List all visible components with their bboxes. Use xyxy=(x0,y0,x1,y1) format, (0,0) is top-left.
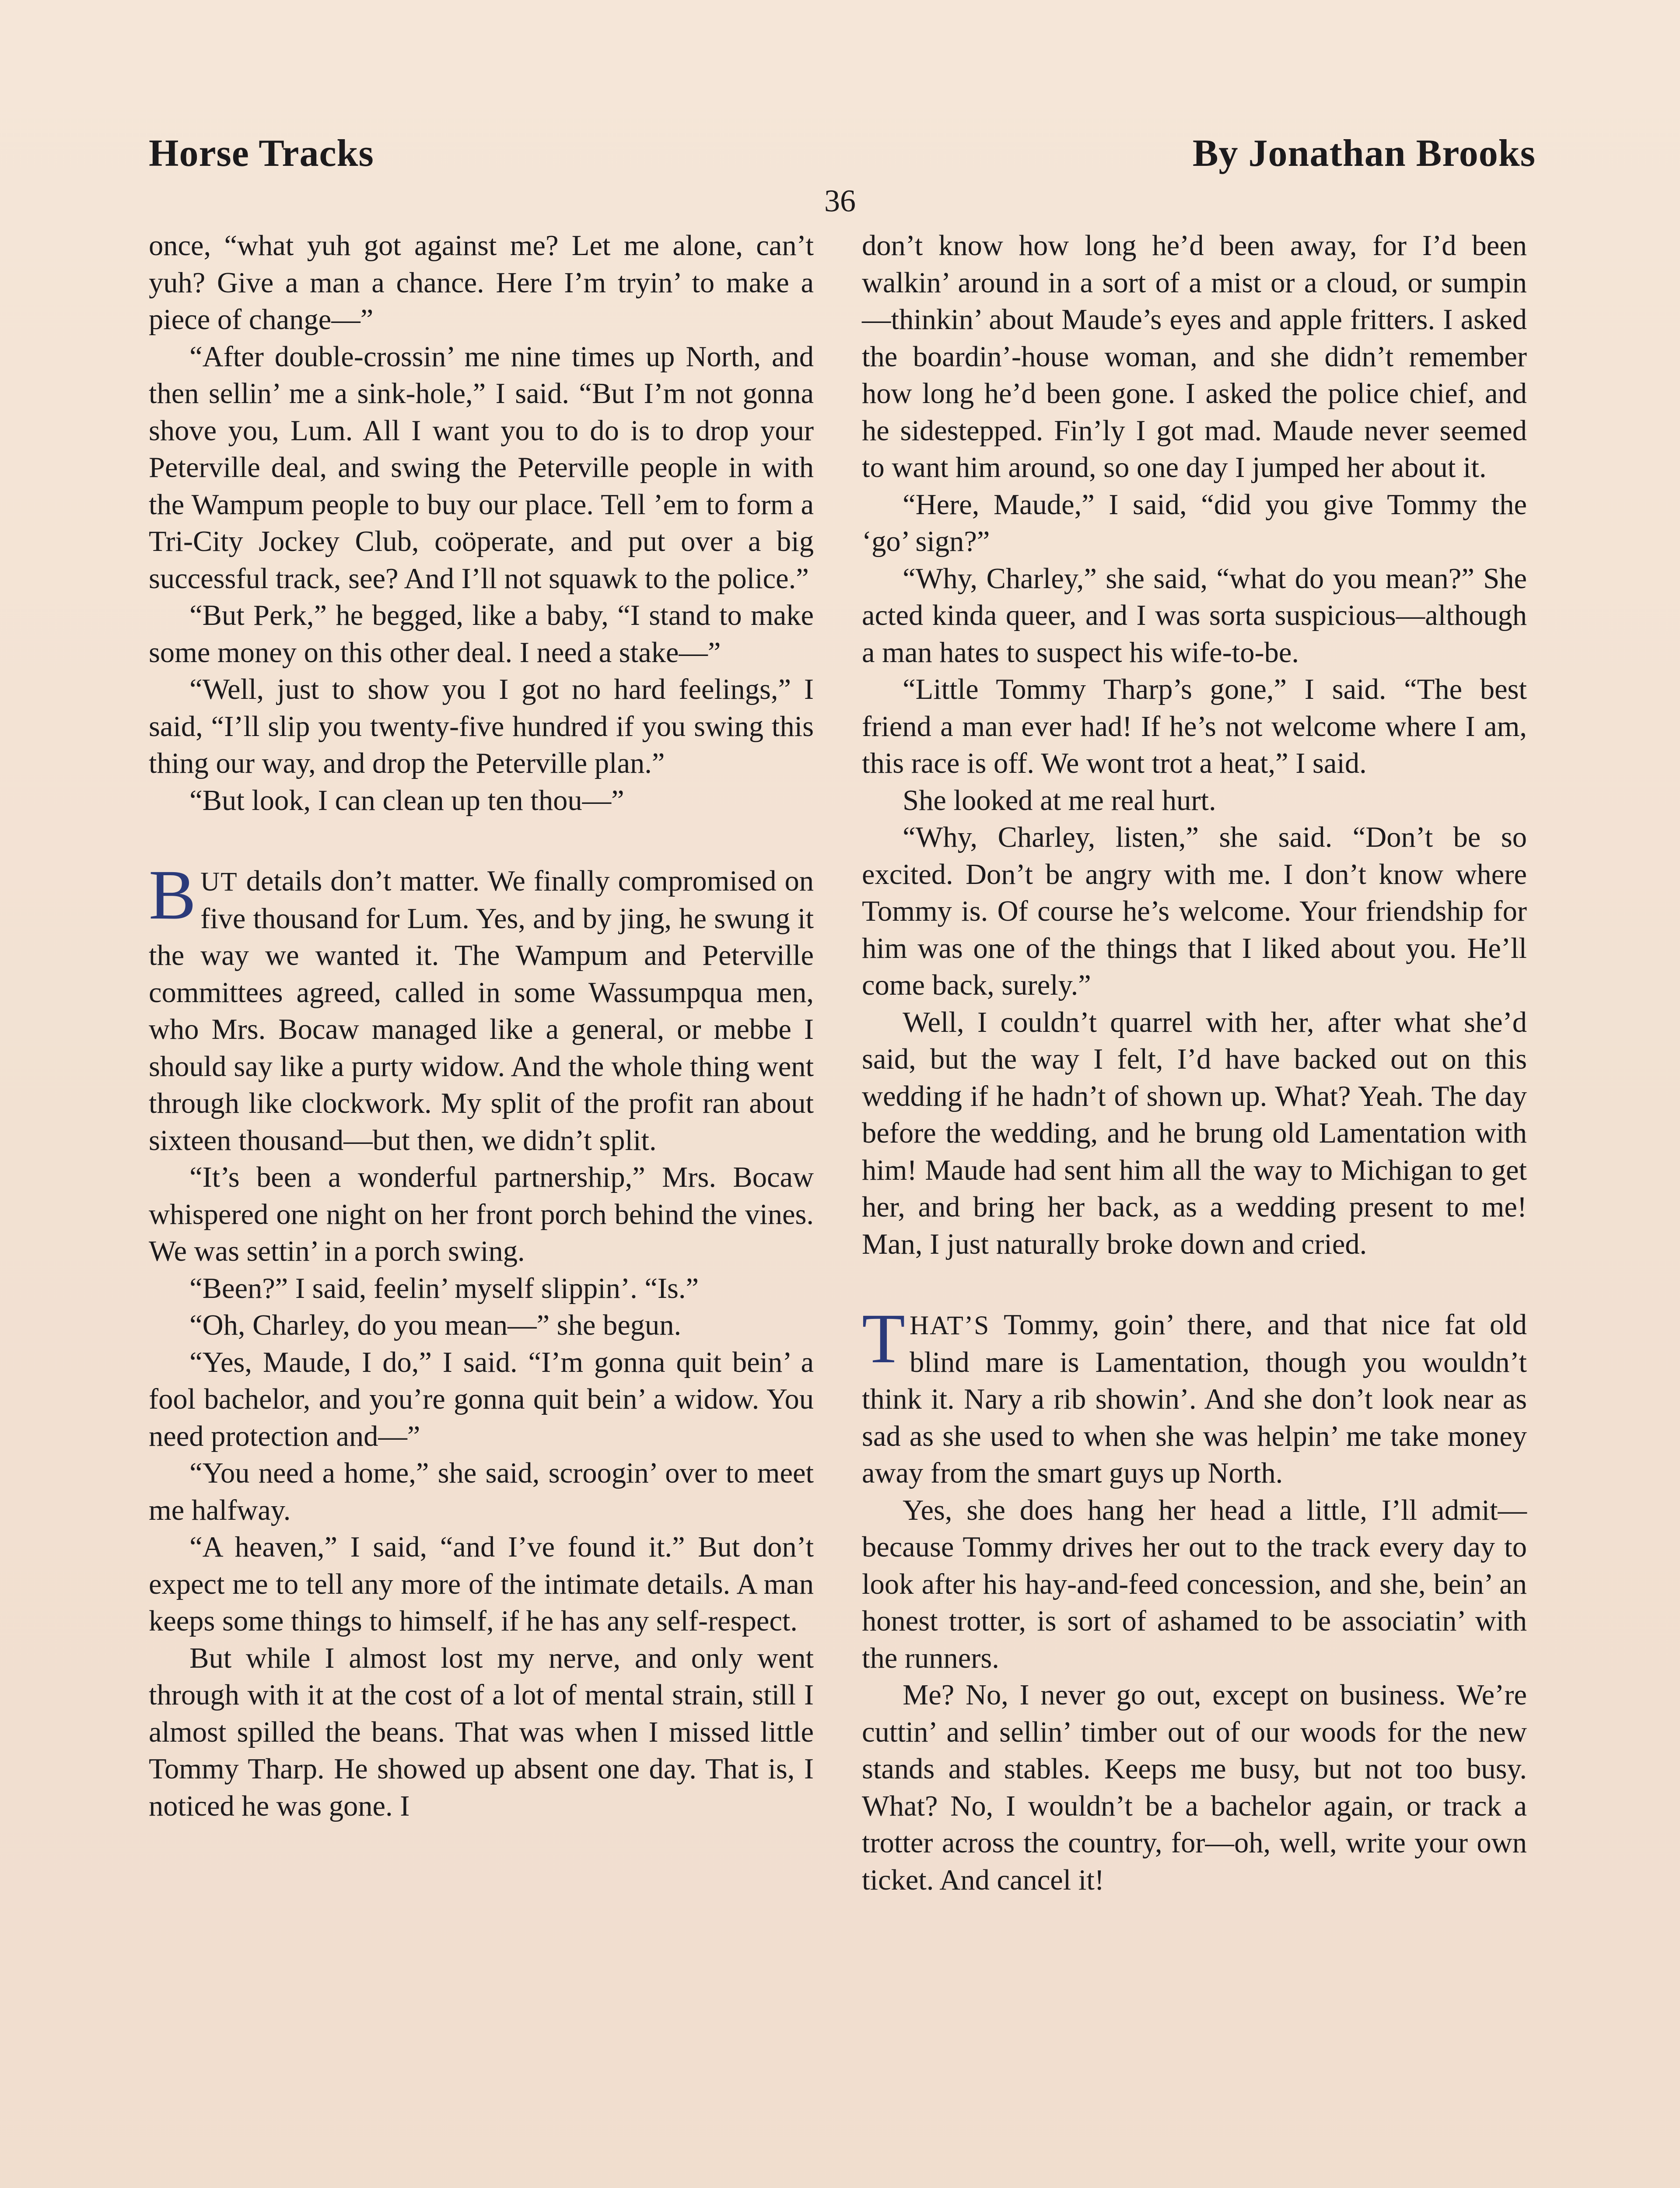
section-start-paragraph xyxy=(149,856,814,1159)
paragraph: Yes, she does hang her head a little, I’ll admit—because Tommy drives her out to the track every day to look after his hay-and-feed concession, and she, bein’ an honest trotter, is sort of ashamed to be associatin’ with the runners. xyxy=(862,1494,1527,1674)
paragraph: “Why, Charley,” she said, “what do you mean?” She acted kinda queer, and I was sorta suspicious—although a man hates to suspect his wife-to-be. xyxy=(862,562,1527,669)
paragraph: But while I almost lost my nerve, and only went through with it at the cost of a lot of mental strain, still I almost spilled the beans. That was when I missed little Tommy Tharp. He showed up absent one day. That is, I noticed he was gone. I xyxy=(149,1642,814,1822)
paragraph: Well, I couldn’t quarrel with her, after what she’d said, but the way I felt, I’d have backed out on this wedding if he hadn’t of shown up. What? Yeah. The day before the wedding, and he brung old Lamentation with him! Maude had sent him all the way to Michigan to get her, and bring her back, as a wedding present to me! Man, I just naturally broke down and cried. xyxy=(862,1006,1527,1260)
story-author: By Jonathan Brooks xyxy=(1192,132,1536,175)
paragraph: “You need a home,” she said, scroogin’ over to meet me halfway. xyxy=(149,1457,814,1526)
section-start-paragraph xyxy=(862,1300,1527,1492)
paragraph: “But look, I can clean up ten thou—” xyxy=(189,784,624,817)
lead-in-smallcaps: HAT’S xyxy=(909,1311,990,1340)
paragraph: “Oh, Charley, do you mean—” she begun. xyxy=(189,1309,682,1341)
lead-in-smallcaps: UT xyxy=(200,867,238,897)
paragraph: Me? No, I never go out, except on business. We’re cuttin’ and sellin’ timber out of our woods for the new stands and stables. Keeps me busy, but not too busy. What? No, I wouldn’t be a bachelor again, or track a trotter across the country, for—oh, well, write your own ticket. And cancel it! xyxy=(862,1679,1527,1896)
paragraph-text: details don’t matter. We finally compromised on five thousand for Lum. Yes, and by jing, he swung it the way we wanted it. The Wampum and Peterville committees agreed, called in some Wassumpqua men, who Mrs. Bocaw managed like a general, or mebbe I should say like a purty widow. And the whole thing went through like clockwork. My split of the profit ran about sixteen thousand—but then, we didn’t split. xyxy=(149,865,814,1157)
page-number: 36 xyxy=(824,183,856,218)
paragraph: “Little Tommy Tharp’s gone,” I said. “The best friend a man ever had! If he’s not welcome where I am, this race is off. We wont trot a heat,” I said. xyxy=(862,673,1527,779)
paragraph: “Why, Charley, listen,” she said. “Don’t be so excited. Don’t be angry with me. I don’t know where Tommy is. Of course he’s welcome. Your friendship for him was one of the things that I liked about you. He’ll come back, surely.” xyxy=(862,821,1527,1001)
drop-cap: T xyxy=(862,1300,905,1378)
paragraph: don’t know how long he’d been away, for I’d been walkin’ around in a sort of a mist or a cloud, or sumpin—thinkin’ about Maude’s eyes and apple fritters. I asked the boardin’-house woman, and she didn’t remember how long he’d been gone. I asked the police chief, and he sidestepped. Fin’ly I got mad. Maude never seemed to want him around, so one day I jumped her about it. xyxy=(862,230,1527,484)
story-title: Horse Tracks xyxy=(149,132,374,175)
paragraph: once, “what yuh got against me? Let me alone, can’t yuh? Give a man a chance. Here I’m tryin’ to make a piece of change—” xyxy=(149,230,814,336)
paragraph: “But Perk,” he begged, like a baby, “I stand to make some money on this other deal. I need a stake—” xyxy=(149,600,814,669)
paragraph: “Well, just to show you I got no hard feelings,” I said, “I’ll slip you twenty-five hundred if you swing this thing our way, and drop the Peterville plan.” xyxy=(149,673,814,779)
right-text-column xyxy=(862,228,1527,1899)
paragraph: “A heaven,” I said, “and I’ve found it.” But don’t expect me to tell any more of the intimate details. A man keeps some things to himself, if he has any self-respect. xyxy=(149,1531,814,1637)
paragraph: “Been?” I said, feelin’ myself slippin’. “Is.” xyxy=(189,1272,699,1304)
paragraph: “Yes, Maude, I do,” I said. “I’m gonna quit bein’ a fool bachelor, and you’re gonna quit bein’ a widow. You need protection and—” xyxy=(149,1346,814,1452)
paragraph: “Here, Maude,” I said, “did you give Tommy the ‘go’ sign?” xyxy=(862,488,1527,558)
paragraph: “After double-crossin’ me nine times up North, and then sellin’ me a sink-hole,” I said. “But I’m not gonna shove you, Lum. All I want you to do is to drop your Peterville deal, and swing the Peterville people in with the Wampum people to buy our place. Tell ’em to form a Tri-City Jockey Club, coöperate, and put over a big successful track, see? And I’ll not squawk to the police.” xyxy=(149,340,814,595)
drop-cap: B xyxy=(149,856,196,934)
paragraph: “It’s been a wonderful partnership,” Mrs. Bocaw whispered one night on her front porch behind the vines. We was settin’ in a porch swing. xyxy=(149,1161,814,1267)
paragraph: She looked at me real hurt. xyxy=(903,784,1216,817)
left-text-column xyxy=(149,228,814,1825)
paragraph-text: Tommy, goin’ there, and that nice fat old blind mare is Lamentation, though you wouldn’t think it. Nary a rib showin’. And she don’t look near as sad as she used to when she was helpin’ me take money away from the smart guys up North. xyxy=(862,1309,1527,1489)
